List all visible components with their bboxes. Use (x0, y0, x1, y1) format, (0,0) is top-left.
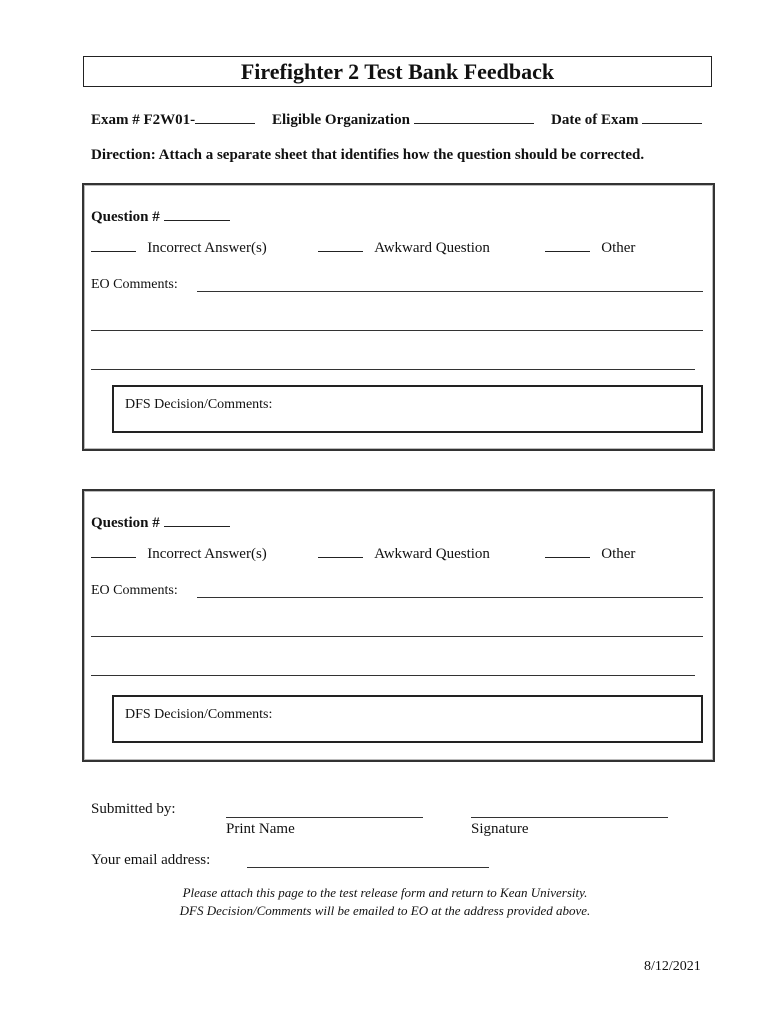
dfs-decision-label: DFS Decision/Comments: (125, 707, 273, 722)
question-number-label: Question # (91, 209, 160, 225)
incorrect-answer-label: Incorrect Answer(s) (147, 546, 267, 562)
question-number-blank[interactable] (164, 207, 230, 221)
awkward-question-option (318, 238, 490, 257)
other-label: Other (601, 546, 636, 562)
eo-comments-label: EO Comments: (91, 277, 178, 292)
dfs-decision-label: DFS Decision/Comments: (125, 397, 273, 412)
signature-line[interactable] (471, 817, 668, 818)
print-name-label: Print Name (226, 821, 295, 837)
awkward-question-option (318, 544, 490, 563)
incorrect-answer-label: Incorrect Answer(s) (147, 240, 267, 256)
incorrect-answer-option (91, 544, 267, 563)
question-number-blank[interactable] (164, 513, 230, 527)
eo-comments-line-1[interactable] (197, 597, 703, 598)
other-option (545, 238, 635, 257)
date-of-exam-blank[interactable] (642, 110, 702, 124)
eligible-organization-field (272, 110, 534, 129)
eligible-organization-blank[interactable] (414, 110, 534, 124)
question-number-label: Question # (91, 515, 160, 531)
eo-comments-line-3[interactable] (91, 675, 695, 676)
other-option (545, 544, 635, 563)
other-blank[interactable] (545, 238, 590, 252)
footer-note-line-2: DFS Decision/Comments will be emailed to EO at the address provided above. (179, 903, 591, 918)
date-stamp: 8/12/2021 (644, 959, 701, 974)
eo-comments-line-2[interactable] (91, 330, 703, 331)
incorrect-answer-blank[interactable] (91, 238, 136, 252)
exam-number-blank[interactable] (195, 110, 255, 124)
date-of-exam-label: Date of Exam (551, 112, 639, 128)
awkward-question-label: Awkward Question (374, 546, 490, 562)
eo-comments-label: EO Comments: (91, 583, 178, 598)
signature-label: Signature (471, 821, 529, 837)
exam-number-field (91, 110, 255, 129)
form-title: Firefighter 2 Test Bank Feedback (83, 56, 712, 87)
other-blank[interactable] (545, 544, 590, 558)
email-label: Your email address: (91, 852, 211, 868)
submitted-by-label: Submitted by: (91, 801, 176, 817)
eo-comments-line-3[interactable] (91, 369, 695, 370)
question-number-field (91, 207, 230, 226)
incorrect-answer-blank[interactable] (91, 544, 136, 558)
eo-comments-line-1[interactable] (197, 291, 703, 292)
awkward-question-blank[interactable] (318, 238, 363, 252)
awkward-question-blank[interactable] (318, 544, 363, 558)
eo-comments-line-2[interactable] (91, 636, 703, 637)
footer-note-line-1: Please attach this page to the test release form and return to Kean University. (182, 885, 588, 900)
incorrect-answer-option (91, 238, 267, 257)
other-label: Other (601, 240, 636, 256)
dfs-decision-box-1 (112, 385, 703, 433)
print-name-line[interactable] (226, 817, 423, 818)
direction-text: Direction: Attach a separate sheet that identifies how the question should be corrected. (91, 147, 645, 163)
date-of-exam-field (551, 110, 702, 129)
email-line[interactable] (247, 867, 489, 868)
dfs-decision-box-2 (112, 695, 703, 743)
eligible-organization-label: Eligible Organization (272, 112, 410, 128)
question-number-field (91, 513, 230, 532)
awkward-question-label: Awkward Question (374, 240, 490, 256)
exam-number-label: Exam # F2W01- (91, 112, 196, 128)
